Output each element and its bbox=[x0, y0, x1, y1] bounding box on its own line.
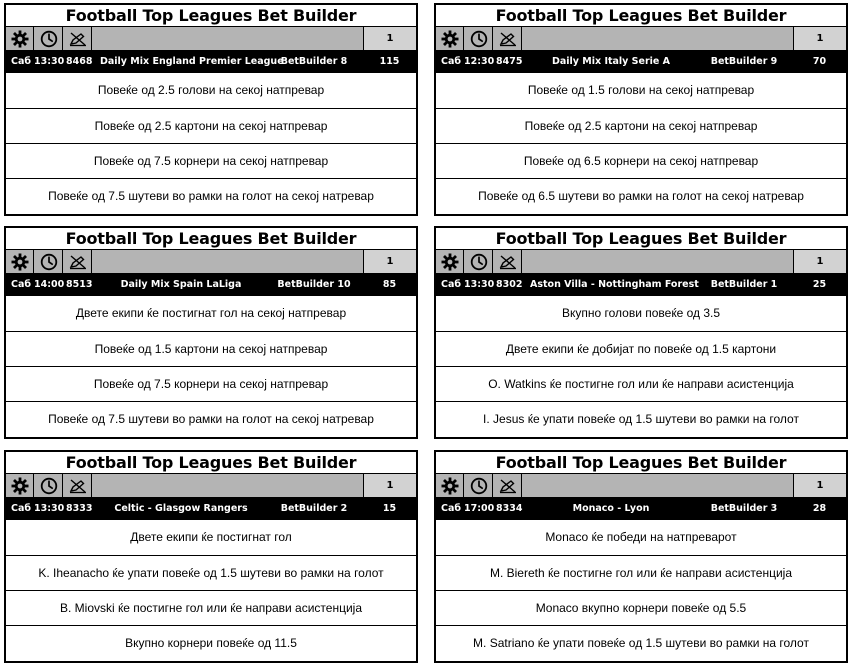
clock-icon[interactable] bbox=[465, 474, 493, 497]
icon-toolbar bbox=[436, 27, 846, 51]
selection-row: K. Iheanacho ќе упати повеќе од 1.5 шутеви во рамки на голот bbox=[6, 555, 416, 590]
card-title: Football Top Leagues Bet Builder bbox=[6, 228, 416, 250]
event-code: 8334 bbox=[496, 503, 523, 514]
selection-count: 1 bbox=[363, 474, 416, 497]
selection-row: Повеќе од 2.5 голови на секој натпревар bbox=[97, 83, 325, 97]
selection-count: 1 bbox=[793, 474, 846, 497]
selection-row: Повеќе од 7.5 корнери на секој натпревар bbox=[6, 143, 416, 178]
gear-icon[interactable] bbox=[436, 27, 464, 50]
event-day: Саб bbox=[11, 279, 32, 290]
icon-toolbar bbox=[6, 250, 416, 274]
selection-count: 1 bbox=[363, 27, 416, 50]
pencil-off-icon[interactable] bbox=[64, 474, 92, 497]
selection-row: Повеќе од 2.5 картони на секој натпревар bbox=[436, 108, 846, 143]
gear-icon[interactable] bbox=[6, 474, 34, 497]
selection-row: O. Watkins ќе постигне гол или ќе направи асистенција bbox=[436, 366, 846, 401]
card-title: Football Top Leagues Bet Builder bbox=[436, 228, 846, 250]
selection-row: Двете екипи ќе постигнат гол на секој натпревар bbox=[75, 306, 347, 320]
event-name: Aston Villa - Nottingham Forest bbox=[530, 279, 699, 290]
clock-icon[interactable] bbox=[465, 27, 493, 50]
event-info-bar bbox=[436, 274, 846, 296]
pencil-off-icon[interactable] bbox=[494, 474, 522, 497]
event-odds[interactable]: 25 bbox=[812, 279, 827, 290]
event-odds[interactable]: 70 bbox=[812, 56, 827, 67]
betbuilder-label: BetBuilder 3 bbox=[710, 503, 778, 514]
event-info-bar bbox=[6, 51, 416, 73]
pencil-off-icon[interactable] bbox=[494, 250, 522, 273]
event-odds[interactable]: 15 bbox=[382, 503, 397, 514]
betbuilder-label: BetBuilder 8 bbox=[280, 56, 348, 67]
selection-list bbox=[6, 520, 416, 660]
event-code: 8475 bbox=[496, 56, 523, 67]
selection-list bbox=[6, 296, 416, 436]
event-odds[interactable]: 85 bbox=[382, 279, 397, 290]
card-title: Football Top Leagues Bet Builder bbox=[6, 5, 416, 27]
event-name: Daily Mix Spain LaLiga bbox=[120, 279, 242, 290]
event-odds[interactable]: 115 bbox=[379, 56, 400, 67]
clock-icon[interactable] bbox=[465, 250, 493, 273]
selection-row: Повеќе од 7.5 шутеви во рамки на голот на секој натревар bbox=[6, 401, 416, 436]
event-odds[interactable]: 28 bbox=[812, 503, 827, 514]
selection-row: M. Biereth ќе постигне гол или ќе направи асистенција bbox=[436, 555, 846, 590]
selection-row: Двете екипи ќе постигнат гол bbox=[130, 530, 292, 544]
event-code: 8468 bbox=[66, 56, 93, 67]
icon-toolbar bbox=[6, 474, 416, 498]
event-time: 13:30 bbox=[34, 503, 65, 514]
event-day: Саб bbox=[11, 503, 32, 514]
gear-icon[interactable] bbox=[436, 474, 464, 497]
betbuilder-label: BetBuilder 2 bbox=[280, 503, 348, 514]
selection-count: 1 bbox=[793, 250, 846, 273]
pencil-off-icon[interactable] bbox=[64, 27, 92, 50]
icon-toolbar bbox=[6, 27, 416, 51]
event-time: 17:00 bbox=[464, 503, 495, 514]
event-info-bar bbox=[6, 498, 416, 520]
selection-count: 1 bbox=[363, 250, 416, 273]
selection-row: Двете екипи ќе добијат по повеќе од 1.5 картони bbox=[436, 331, 846, 366]
selection-list bbox=[436, 73, 846, 213]
selection-row: B. Miovski ќе постигне гол или ќе направи асистенција bbox=[6, 590, 416, 625]
event-info-bar bbox=[436, 51, 846, 73]
selection-row: Повеќе од 1.5 картони на секој натпревар bbox=[6, 331, 416, 366]
event-day: Саб bbox=[441, 503, 462, 514]
selection-list bbox=[436, 296, 846, 436]
event-name: Celtic - Glasgow Rangers bbox=[114, 503, 248, 514]
event-time: 13:30 bbox=[34, 56, 65, 67]
event-time: 12:30 bbox=[464, 56, 495, 67]
event-code: 8302 bbox=[496, 279, 523, 290]
icon-toolbar bbox=[436, 474, 846, 498]
icon-toolbar bbox=[436, 250, 846, 274]
selection-row: Повеќе од 7.5 корнери на секој натпревар bbox=[6, 366, 416, 401]
gear-icon[interactable] bbox=[6, 27, 34, 50]
selection-row: Повеќе од 7.5 шутеви во рамки на голот на секој натревар bbox=[6, 178, 416, 213]
bet-card-2 bbox=[4, 226, 418, 439]
selection-row: Monaco ќе победи на натпреварот bbox=[545, 530, 737, 544]
selection-row: I. Jesus ќе упати повеќе од 1.5 шутеви во рамки на голот bbox=[436, 401, 846, 436]
bet-card-1 bbox=[434, 3, 848, 216]
bet-card-3 bbox=[434, 226, 848, 439]
selection-row: Повеќе од 6.5 шутеви во рамки на голот на секој натревар bbox=[436, 178, 846, 213]
selection-row: Вкупно корнери повеќе од 11.5 bbox=[6, 625, 416, 660]
selection-row: Повеќе од 1.5 голови на секој натпревар bbox=[527, 83, 755, 97]
selection-count: 1 bbox=[793, 27, 846, 50]
gear-icon[interactable] bbox=[436, 250, 464, 273]
event-code: 8513 bbox=[66, 279, 93, 290]
selection-list bbox=[6, 73, 416, 213]
event-code: 8333 bbox=[66, 503, 93, 514]
pencil-off-icon[interactable] bbox=[494, 27, 522, 50]
clock-icon[interactable] bbox=[35, 474, 63, 497]
event-time: 14:00 bbox=[34, 279, 65, 290]
bet-card-4 bbox=[4, 450, 418, 663]
clock-icon[interactable] bbox=[35, 27, 63, 50]
card-title: Football Top Leagues Bet Builder bbox=[436, 5, 846, 27]
selection-row: Повеќе од 2.5 картони на секој натпревар bbox=[6, 108, 416, 143]
card-title: Football Top Leagues Bet Builder bbox=[6, 452, 416, 474]
event-day: Саб bbox=[441, 279, 462, 290]
selection-row: Повеќе од 6.5 корнери на секој натпревар bbox=[436, 143, 846, 178]
pencil-off-icon[interactable] bbox=[64, 250, 92, 273]
bet-card-5 bbox=[434, 450, 848, 663]
gear-icon[interactable] bbox=[6, 250, 34, 273]
event-time: 13:30 bbox=[464, 279, 495, 290]
event-name: Daily Mix Italy Serie A bbox=[551, 56, 671, 67]
selection-row: M. Satriano ќе упати повеќе од 1.5 шутеви во рамки на голот bbox=[436, 625, 846, 660]
event-info-bar bbox=[436, 498, 846, 520]
selection-list bbox=[436, 520, 846, 660]
event-name: Daily Mix England Premier League bbox=[100, 56, 284, 67]
selection-row: Monaco вкупно корнери повеќе од 5.5 bbox=[436, 590, 846, 625]
betbuilder-label: BetBuilder 10 bbox=[277, 279, 351, 290]
betbuilder-label: BetBuilder 9 bbox=[710, 56, 778, 67]
clock-icon[interactable] bbox=[35, 250, 63, 273]
bet-card-0 bbox=[4, 3, 418, 216]
event-name: Monaco - Lyon bbox=[572, 503, 650, 514]
event-day: Саб bbox=[11, 56, 32, 67]
selection-row: Вкупно голови повеќе од 3.5 bbox=[561, 306, 721, 320]
betbuilder-label: BetBuilder 1 bbox=[710, 279, 778, 290]
card-title: Football Top Leagues Bet Builder bbox=[436, 452, 846, 474]
event-info-bar bbox=[6, 274, 416, 296]
event-day: Саб bbox=[441, 56, 462, 67]
